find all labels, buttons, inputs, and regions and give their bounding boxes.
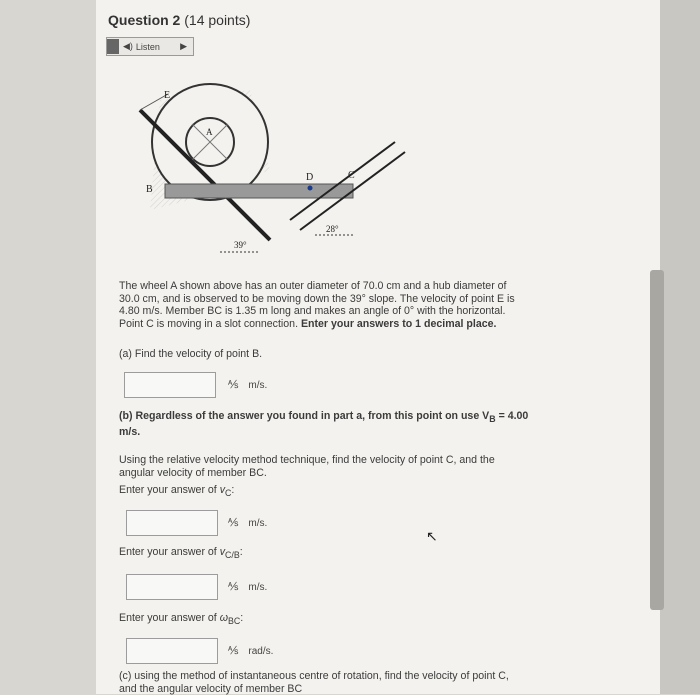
listen-button[interactable]: [106, 37, 194, 56]
formula-icon[interactable]: ⅍: [228, 645, 239, 657]
label-angle-39: 39°: [234, 240, 247, 250]
answer-vc-unit: m/s.: [248, 517, 268, 529]
vc-prompt: Enter your answer of $v_C$:: [119, 484, 235, 499]
label-E: E: [164, 90, 171, 101]
formula-icon[interactable]: ⅍: [228, 581, 239, 593]
answer-vcb-input[interactable]: [126, 574, 218, 600]
answer-wbc-input[interactable]: [126, 638, 218, 664]
answer-wbc-unit: rad/s.: [248, 645, 274, 657]
label-D: D: [306, 172, 314, 183]
speaker-icon: ◀): [123, 41, 133, 51]
answer-wbc-tools: [228, 645, 273, 657]
play-icon[interactable]: ▶: [180, 41, 187, 51]
part-b-method: Using the relative velocity method technique, find the velocity of point C, and the angular velocity of member BC.: [119, 454, 495, 479]
mechanism-diagram: [130, 80, 420, 260]
readspeaker-icon: [107, 39, 119, 54]
answer-va-unit: m/s.: [248, 379, 268, 391]
label-B: B: [146, 184, 153, 195]
part-b-prompt: (b) Regardless of the answer you found in part a, from this point on use $V_B = 4.00$ m/s.: [119, 410, 529, 438]
answer-va-input[interactable]: [124, 372, 216, 398]
scrollbar-thumb[interactable]: [650, 270, 664, 610]
answer-vc-tools: [228, 517, 267, 529]
listen-label: Listen: [135, 41, 160, 52]
wbc-prompt: Enter your answer of $\omega_{BC}$:: [119, 612, 244, 627]
formula-icon[interactable]: ⅍: [228, 379, 239, 391]
member-BC: [165, 184, 353, 198]
vcb-prompt: Enter your answer of $v_{C/B}$:: [119, 546, 243, 561]
label-angle-28: 28°: [326, 224, 339, 234]
answer-va-tools: [228, 379, 267, 391]
label-C: C: [348, 170, 355, 181]
answer-vc-input[interactable]: [126, 510, 218, 536]
problem-statement: The wheel A shown above has an outer diameter of 70.0 cm and a hub diameter of 30.0 cm, and is observed to be moving down the 39° slope. The velocity of point E is 4.80 m/s. Member BC is 1.35 m long and makes an angle of 0° with the horizontal. Point C is moving in a slot connection. Enter your answers to 1 decimal place.: [119, 280, 515, 330]
answer-vcb-unit: m/s.: [248, 581, 268, 593]
scrollbar-track[interactable]: [660, 0, 700, 694]
part-a-prompt: (a) Find the velocity of point B.: [119, 348, 263, 360]
question-title: Question 2 (14 points): [108, 12, 251, 28]
point-D: [308, 186, 313, 191]
part-c-prompt: (c) using the method of instantaneous centre of rotation, find the velocity of point C, and the angular velocity of member BC: [119, 670, 509, 695]
label-A: A: [206, 127, 213, 137]
mouse-cursor-icon: ↖: [426, 528, 438, 544]
formula-icon[interactable]: ⅍: [228, 517, 239, 529]
answer-vcb-tools: [228, 581, 267, 593]
